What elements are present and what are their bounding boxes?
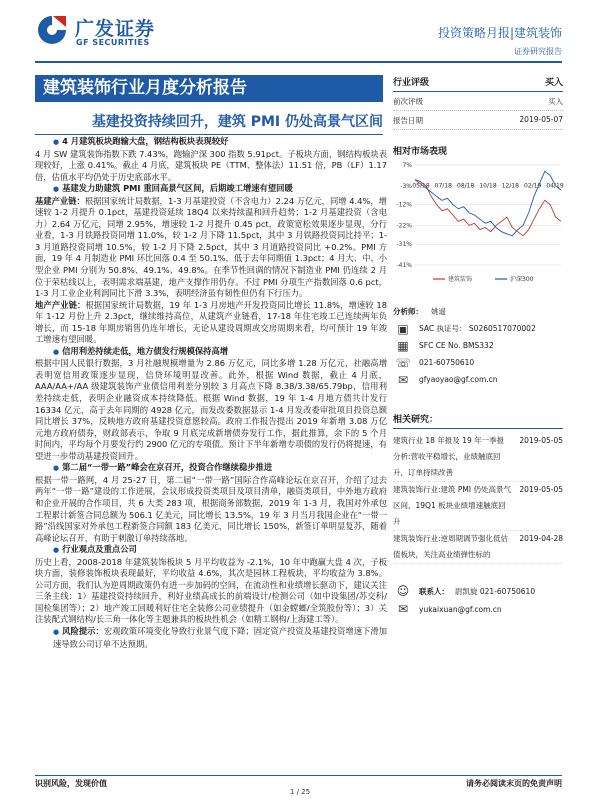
report-subtitle: 基建投资持续回升，建筑 PMI 仍处高景气区间: [91, 114, 383, 130]
paragraph: 根据一带一路网，4 月 25-27 日，第二届“一带一路”国际合作高峰论坛在京召开，介绍了过去两年“一带一路”建设的工作进展，会议形成投资类项目及项目清单，融资类项目，中外地方政府和企业开展的合作项目，共 6 大类 283 项，根据商务部数据，2019 年 1-3 月，我国对外承包工程累计新签合同总额为 506.1 亿美元，同比增长 13.5%，19 年 3 月当月我国企业在“一带一路”沿线国家对外承包工程新签合同额 183 亿美元，同比增长 150%，新签订单明显复苏，随着高峰论坛召开，有助于刺激订单持续落地。: [35, 474, 387, 543]
report-type-block: [438, 24, 562, 57]
id-card-icon: ▦: [397, 338, 409, 353]
footer-slogan: 识别风险，发现价值: [35, 779, 107, 788]
paragraph: 根据中国人民银行数据，3 月社融规模增量为 2.86 万亿元，同比多增 1.28 万亿元，社融高增表明宽信用政策逐步显现，信贷环境明显改善。此外，根据 Wind 数据，截止 4 月底，AAA/AA+/AA 级建筑装饰产业债信用利差分别较 3 月高点下降 8.38/3.38/65.79bp，信用利差持续走低，表明企业融资成本持续降低。根据 Wind 数据，19 年 1-4 月地方债共计发行 16334 亿元，高于去年同期的 4928 亿元，而发改委数据显示 1-4 月发改委审批项目投资总额同比增长 37%，反映地方政府基建投资意愿较高。政府工作报告提出 2019 年新增 3.08 万亿元地方政府债券，财政部表示，争取 9 月底完成新增债券发行工作，据此推算，余下的 5 个月时间内，平均每个月要发行约 2900 亿元的专项债。预计下半年新增专项债的发行仍将提速，有望进一步带动基建投资回升。: [35, 358, 387, 461]
x-tick-label: 04/19: [546, 182, 564, 190]
report-date-row: 报告日期 2019-05-07: [393, 115, 563, 130]
report-type: 投资策略月报|建筑装饰: [437, 26, 562, 40]
header-divider: [35, 61, 562, 63]
related-item[interactable]: 建筑行业 18 年报及 19 年一季报分析:营收平稳增长，业绩触底回升，订单持续改善 2019-05-05: [393, 433, 563, 482]
email-row: [393, 371, 563, 388]
title-divider: [35, 134, 383, 135]
email-icon: ✉: [397, 602, 409, 616]
y-tick-label: -3%: [400, 182, 412, 190]
analyst-email-link[interactable]: gfyaoyao@gf.com.cn: [419, 375, 498, 384]
legend-label: 沪深300: [510, 276, 534, 283]
x-tick-label: 10/18: [479, 182, 497, 190]
x-tick-label: 08/18: [457, 182, 475, 190]
email-icon: ✉: [397, 372, 409, 387]
gf-logo-icon: [35, 13, 69, 47]
footer-disclaimer[interactable]: 请务必阅读末页的免责声明: [466, 779, 562, 788]
analyst-block: [393, 303, 563, 388]
phone-icon: ☏: [395, 355, 411, 370]
section-heading: ● 行业观点及重点公司: [53, 544, 387, 557]
company-logo: [35, 11, 185, 53]
y-tick-label: 7%: [402, 162, 412, 169]
contact-email-link[interactable]: yukaixuan@gf.com.cn: [419, 604, 502, 614]
y-tick-label: -31%: [396, 241, 412, 249]
logo-en: GF SECURITIES: [76, 38, 150, 47]
prev-rating-row: 前次评级 买入: [393, 96, 563, 111]
x-tick-label: 07/18: [434, 182, 452, 190]
id-card-icon: ▣: [397, 321, 409, 336]
paragraph: 历史上看，2008-2018 年建筑装饰板块 5 月平均收益为 -2.1%，10 年中跑赢大盘 4 次，子板块方面，装修装饰板块表现最好，平均收益 4.6%，其次是园林工程板块，平均收益为 3.8%。公司方面，我们认为逆周期政策仍有进一步加码的空间，在流动性和业绩增长驱动下，建议关注三条主线：1）基建投资持续回升，利好业绩高成长的前端设计/检测公司（如中设集团/苏交科/国检集团等）；2）地产竣工回暖利好住宅全装修公司业绩提升（如金螳螂/全筑股份等）；3）关注装配式钢结构/长三角一体化等主题兼具的板块性机会（如精工钢构/上海建工等）。: [35, 556, 387, 625]
user-icon: ☺: [396, 584, 410, 598]
analyst-label: 分析师：: [393, 307, 423, 316]
contact-block: [393, 582, 563, 618]
footer-divider: [35, 775, 562, 776]
rating-box: [393, 75, 563, 130]
x-tick-label: 05/18: [412, 182, 430, 190]
report-title: 建筑装饰行业月度分析报告: [35, 75, 383, 102]
sfc-row: ▦ SFC CE No. BMS332: [393, 337, 563, 354]
related-item[interactable]: 建筑装饰行业:逆周期调节强化低估值板块，关注高业绩弹性标的 2019-04-28: [393, 531, 563, 564]
x-tick-label: 02/19: [524, 182, 542, 190]
paragraph: 4 月 SW 建筑装饰指数下跌 7.43%，跑输沪深 300 指数 5.91pct。子板块方面，钢结构板块表现较好，上涨 0.41%。截止 4 月底，建筑板块 PE（TTM、整体法）11.51 倍，PB（LF）1.17 倍，估值水平均仍处于历史底部水平。: [35, 148, 387, 182]
x-tick-label: 12/18: [501, 182, 519, 190]
report-body: [35, 136, 387, 650]
contact-email-row: [393, 600, 563, 618]
y-tick-label: -12%: [396, 201, 412, 209]
series-line: [415, 171, 564, 236]
y-tick-label: -22%: [396, 222, 412, 230]
y-tick-label: -41%: [396, 262, 412, 269]
legend-label: 建筑装饰: [448, 276, 473, 283]
page-number: 1 / 25: [289, 788, 311, 796]
related-item[interactable]: 建筑装饰行业:建筑 PMI 仍处高景气区间，19Q1 板块业绩增速触底回升 2019-05-05: [393, 482, 563, 531]
section-heading: ● 信用利差持续走低，地方债发行规模保持高增: [53, 346, 387, 359]
relative-performance-title: 相对市场表现: [393, 147, 448, 157]
related-research: [393, 412, 563, 564]
section-heading: ● 第二届“一带一路”峰会在京召开，投资合作继续稳步推进: [53, 462, 387, 475]
rating-label: 行业评级: [393, 78, 430, 88]
rating-value: 买入: [544, 78, 563, 88]
analyst-name: 姚遥: [431, 307, 446, 316]
relative-performance-chart: [393, 157, 565, 289]
related-head: 相关研究：: [393, 412, 563, 429]
section-heading: ● 基建发力助建筑 PMI 重回高景气区间，后期竣工增速有望回暖: [53, 183, 387, 196]
risk-paragraph: ● 风险提示：宏观政策环境变化导致行业景气度下降；固定资产投资及基建投资增速下滑加速导致公司订单不达预期。: [53, 626, 387, 650]
report-subtype: 证券研究报告: [514, 47, 562, 56]
logo-cn: 广发证券: [75, 18, 156, 40]
sac-row: ▣ SAC 执证号： S0260517070002: [393, 320, 563, 337]
phone-row: ☏ 021-60750610: [393, 354, 563, 371]
paragraph: 地产产业链：根据国家统计局数据，19 年 1-3 月房地产开发投资同比增长 11.8%，增速较 18 年 1-12 月份上升 2.3pct，继续维持高位，从建筑产业链看，17-18 年住宅竣工已连续两年负增长，而 15-18 年期房销售仍连年增长，无论从建设周期或交房周期来看，均可预计 19 年竣工增速有望回暖。: [35, 299, 387, 345]
contact-row: ☺ 联系人： 尉凯旋 021-60750610: [393, 582, 563, 600]
rating-head: [393, 75, 563, 92]
paragraph: 基建产业链：根据国家统计局数据，1-3 月基建投资（不含电力）2.24 万亿元，同增 4.4%，增速较 1-2 月提升 0.1pct，基建投资延续 18Q4 以来持续温和回升趋势；1-2 月基建投资（含电力）2.64 万亿元，同增 2.95%，增速较 1-2 月提升 0.45 pct，政策宽松效果逐步显现，分行业看，1-3 月铁路投资同增 11.0%，较 1-2 月下降 11.5pct，其中 3 月铁路投资同比持平；1-3 月道路投资同增 10.5%，较 1-2 月下降 2.5pct，其中 3 月道路投资同比 +0.2%。PMI 方面，19 年 4 月制造业 PMI 环比回落 0.4 至 50.1%，低于去年同期值 1.3pct；4 月大、中、小型企业 PMI 分别为 50.8%、49.1%、49.8%。在季节性回调的情况下制造业 PMI 仍连续 2 月位于荣枯线以上，表明需求端基建，地产支撑作用仍存。不过 PMI 分项生产指数回落 0.6 pct，1-3 月工业企业利润同比下滑 3.3%，表明经济虽有韧性但仍有下行压力。: [35, 195, 387, 299]
section-heading: ● 4 月建筑板块跑输大盘，钢结构板块表现较好: [53, 136, 387, 149]
analyst-row: [393, 303, 563, 320]
